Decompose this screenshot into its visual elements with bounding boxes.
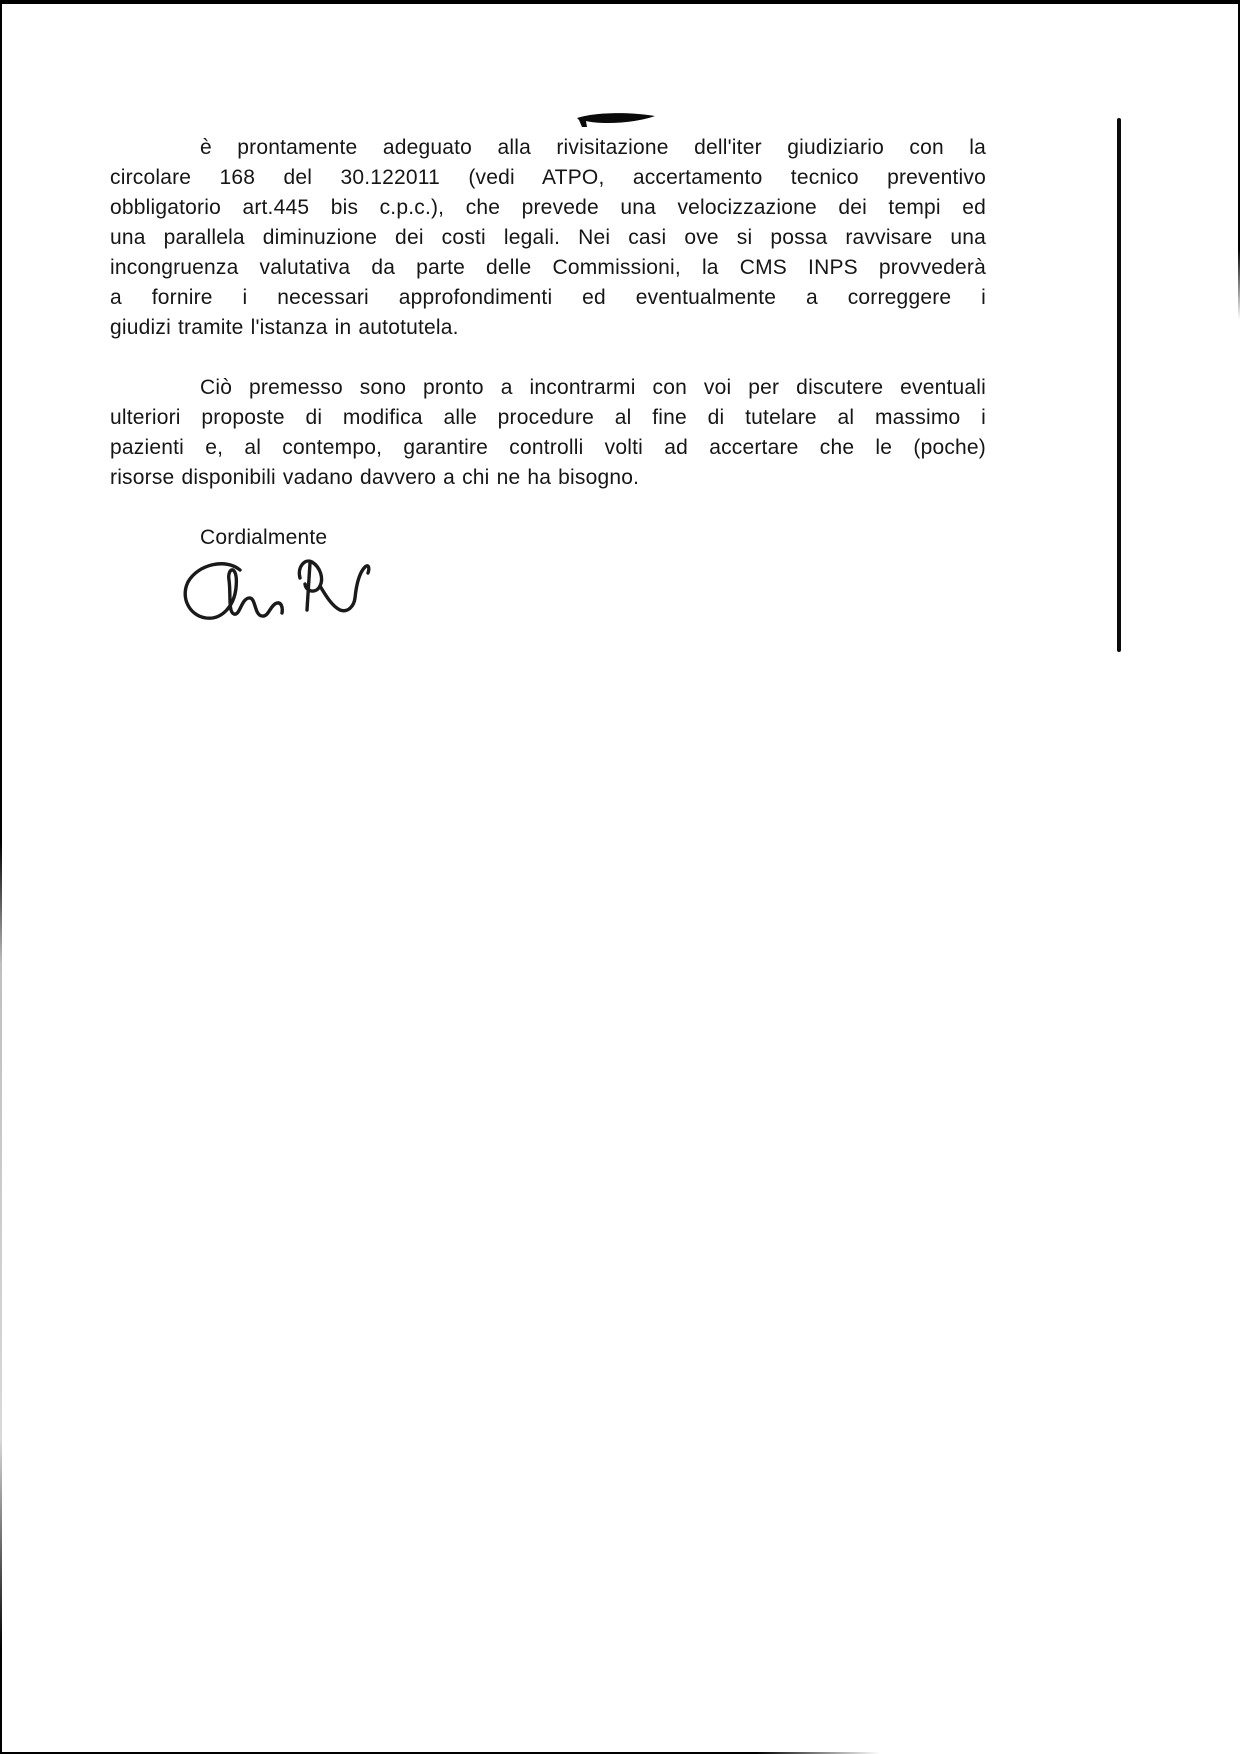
paragraph-1 [110, 133, 986, 343]
handwritten-signature [178, 554, 380, 636]
signature-stroke-right [299, 561, 368, 611]
ink-smudge-mark [574, 110, 660, 130]
text-line: ulteriori proposte di modifica alle procedure al fine di tutelare al massimo i [110, 406, 986, 429]
text-line: è prontamente adeguato alla rivisitazione dell'iter giudiziario con la [200, 136, 986, 159]
text-line: risorse disponibili vadano davvero a chi ne ha bisogno. [110, 466, 640, 489]
text-line: circolare 168 del 30.122011 (vedi ATPO, accertamento tecnico preventivo [110, 166, 986, 189]
ink-smudge-shape [577, 113, 655, 127]
signature-stroke-left [185, 564, 282, 618]
text-line: Ciò premesso sono pronto a incontrarmi con voi per discutere eventuali [200, 376, 986, 399]
right-margin-rule [1117, 118, 1121, 652]
text-line: obbligatorio art.445 bis c.p.c.), che prevede una velocizzazione dei tempi ed [110, 196, 986, 219]
text-line: giudizi tramite l'istanza in autotutela. [110, 316, 459, 339]
text-line: incongruenza valutativa da parte delle Commissioni, la CMS INPS provvederà [110, 256, 986, 279]
closing-salutation: Cordialmente [200, 526, 328, 549]
scan-border-left [0, 0, 2, 1754]
text-line: pazienti e, al contempo, garantire controlli volti ad accertare che le (poche) [110, 436, 986, 459]
letter-body [110, 133, 986, 553]
scan-border-top [0, 0, 1240, 4]
paragraph-2 [110, 373, 986, 493]
text-line: a fornire i necessari approfondimenti ed eventualmente a correggere i [110, 286, 986, 309]
text-line: una parallela diminuzione dei costi legali. Nei casi ove si possa ravvisare una [110, 226, 986, 249]
